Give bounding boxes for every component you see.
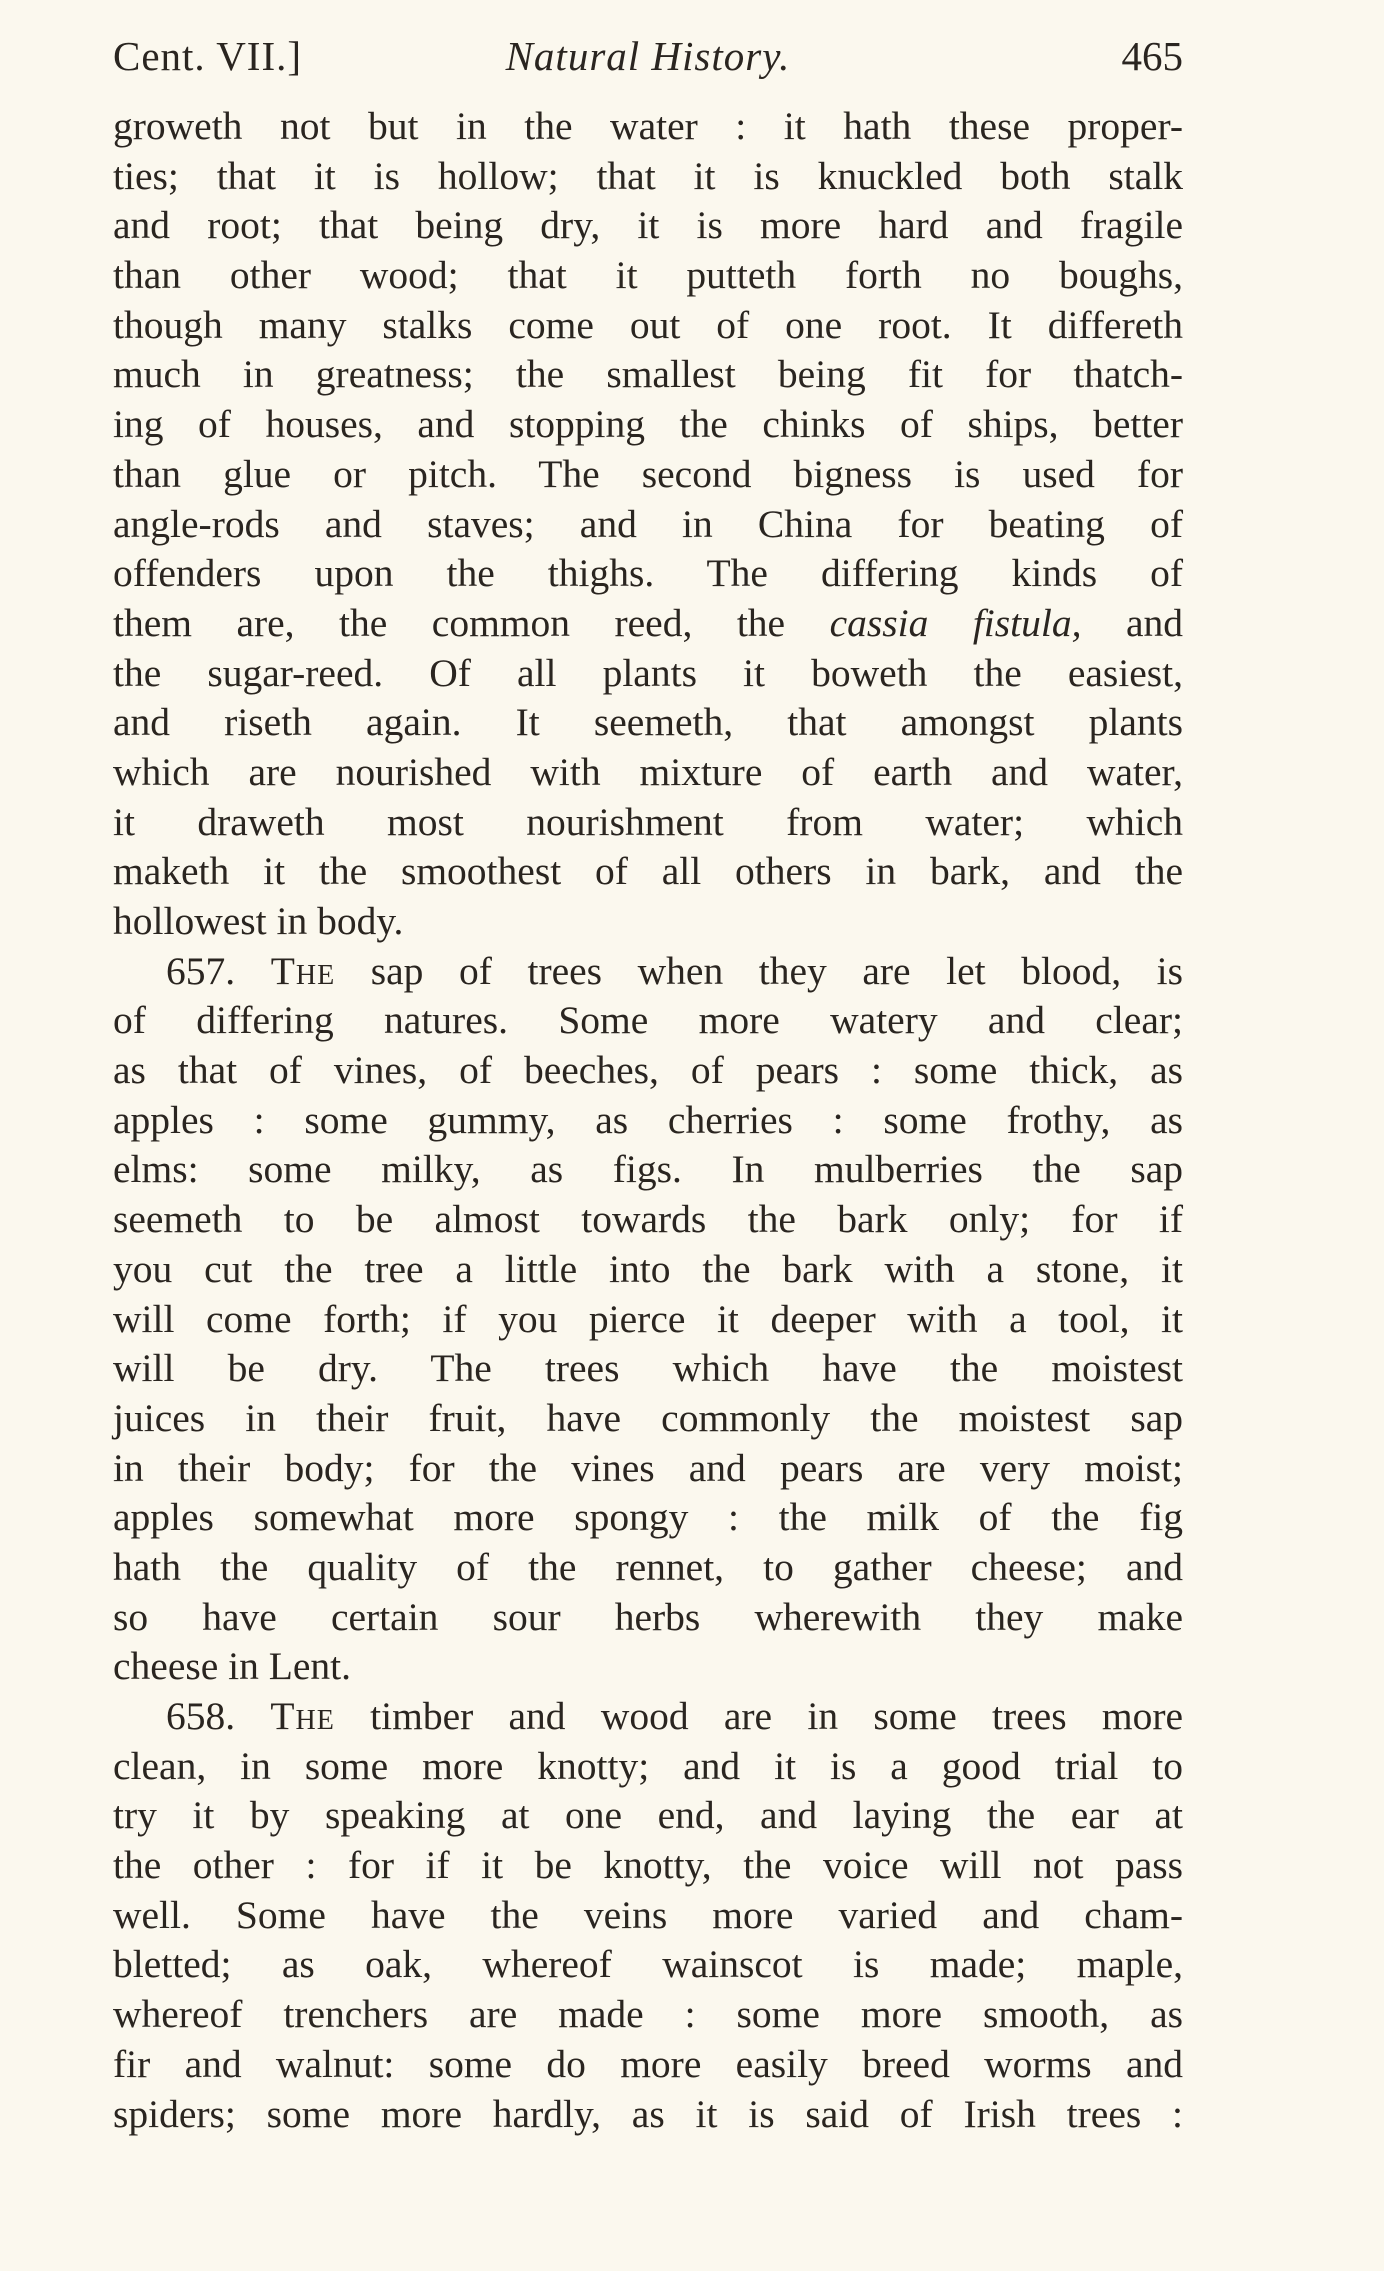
text-line: groweth not but in the water : it hath these proper- (113, 104, 1183, 148)
paragraph-number: 658. (166, 1694, 236, 1738)
text-line: and root; that being dry, it is more hard and fragile (113, 203, 1183, 248)
text-line: ties; that it is hollow; that it is knuckled both stalk (113, 153, 1183, 198)
text-line: so have certain sour herbs wherewith they make (113, 1594, 1183, 1639)
text-line: the sugar-reed. Of all plants it boweth the easiest, (113, 650, 1183, 695)
text-line: and riseth again. It seemeth, that amongst plants (113, 700, 1183, 745)
text-line: clean, in some more knotty; and it is a good trial to (113, 1743, 1183, 1788)
text-line: bletted; as oak, whereof wainscot is made; maple, (113, 1942, 1183, 1987)
page-number: 465 (1121, 33, 1183, 79)
paragraph-number: 657. (166, 948, 236, 993)
text-line: will be dry. The trees which have the moistest (113, 1346, 1183, 1391)
paragraph-lead-word: The (270, 948, 336, 993)
text-line: it draweth most nourishment from water; which (113, 799, 1183, 844)
paragraph-658-first-line (113, 1692, 1183, 1742)
text-line: juices in their fruit, have commonly the moistest sap (113, 1395, 1183, 1440)
text-line: fir and walnut: some do more easily breed worms and (113, 2041, 1183, 2086)
text-line: you cut the tree a little into the bark with a stone, it (113, 1246, 1183, 1291)
text-line: in their body; for the vines and pears are very moist; (113, 1445, 1183, 1490)
text-segment: and (1125, 600, 1183, 645)
text-line: the other : for if it be knotty, the voice will not pass (113, 1843, 1183, 1888)
text-segment: them are, the common reed, the (113, 600, 786, 645)
text-segment: sap of trees when they are let blood, is (370, 948, 1184, 993)
text-line: apples somewhat more spongy : the milk of the fig (113, 1495, 1183, 1540)
text-line: than other wood; that it putteth forth no boughs, (113, 253, 1183, 298)
text-line: well. Some have the veins more varied and cham- (113, 1892, 1183, 1937)
chapter-reference: Cent. VII.] (113, 33, 303, 79)
text-line: will come forth; if you pierce it deeper with a tool, it (113, 1296, 1183, 1341)
text-line: which are nourished with mixture of earth and water, (113, 749, 1183, 794)
text-line: spiders; some more hardly, as it is said of Irish trees : (113, 2091, 1183, 2136)
text-line: cheese in Lent. (113, 1644, 351, 1689)
text-line: seemeth to be almost towards the bark only; for if (113, 1197, 1183, 1242)
text-line: as that of vines, of beeches, of pears : some thick, as (113, 1048, 1183, 1093)
running-head (113, 28, 1183, 84)
text-line: of differing natures. Some more watery and clear; (113, 998, 1183, 1043)
text-line: whereof trenchers are made : some more smooth, as (113, 1992, 1183, 2037)
paragraph-lead-word: The (270, 1694, 335, 1738)
text-segment: timber and wood are in some trees more (370, 1694, 1184, 1738)
running-title: Natural History. (505, 33, 791, 79)
italic-term: cassia fistula, (829, 600, 1082, 645)
text-line: ing of houses, and stopping the chinks of ships, better (113, 402, 1183, 447)
text-line-with-italic (113, 599, 1183, 649)
text-line: hollowest in body. (113, 899, 404, 943)
text-line: than glue or pitch. The second bigness is used for (113, 451, 1183, 496)
text-line: apples : some gummy, as cherries : some frothy, as (113, 1097, 1183, 1142)
text-line: hath the quality of the rennet, to gather cheese; and (113, 1544, 1183, 1589)
text-line: elms: some milky, as figs. In mulberries the sap (113, 1147, 1183, 1192)
body-text (113, 102, 1183, 2139)
text-line: angle-rods and staves; and in China for beating of (113, 501, 1183, 546)
text-line: maketh it the smoothest of all others in bark, and the (113, 849, 1183, 894)
text-line: try it by speaking at one end, and laying the ear at (113, 1793, 1183, 1838)
text-line: much in greatness; the smallest being fit for thatch- (113, 352, 1183, 397)
text-line: though many stalks come out of one root. It differeth (113, 302, 1183, 347)
text-line: offenders upon the thighs. The differing kinds of (113, 551, 1183, 596)
paragraph-657-first-line (113, 947, 1183, 997)
